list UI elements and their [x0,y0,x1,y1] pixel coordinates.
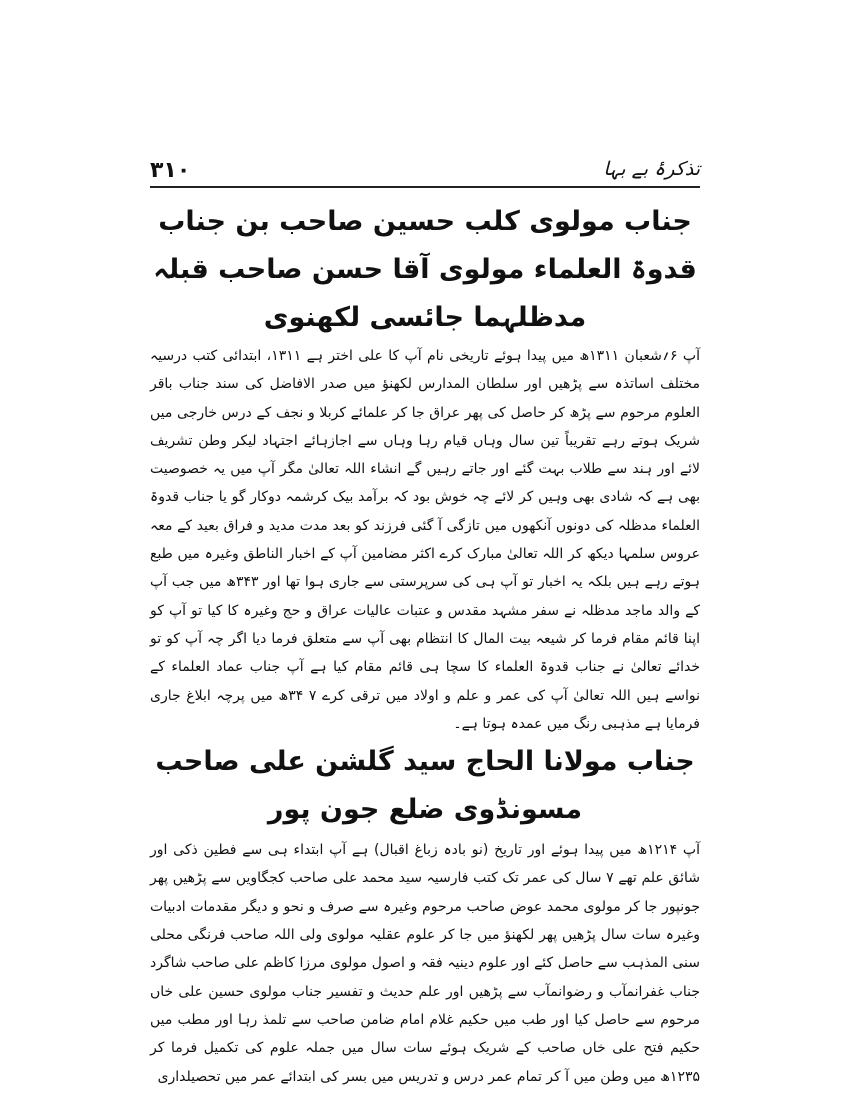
section-heading: جناب مولانا الحاج سید گلشن علی صاحب مسونڈوی ضلع جون پور [155,746,695,826]
page-number: ۳۱۰ [150,158,191,183]
page-header [150,150,700,190]
section-paragraph: آپ ۶؍شعبان ۱۳۱۱ھ میں پیدا ہوئے تاریخی نام آپ کا علی اختر ہے ۱۳۱۱، ابتدائی کتب درسیہ مختلف اساتذہ سے پڑھیں اور سلطان المدارس لکھنؤ میں صدر الافاضل کی سند جناب باقر العلوم مرحوم سے پڑھ کر حاصل کی پھر عراق جا کر علمائے کربلا و نجف کے درس خارجی میں شریک ہوتے رہے تقریباً تین سال وہاں قیام رہا وہاں سے اجازہائے اجتہاد لیکر وطن تشریف لائے اور ہند سے طلاب بہت گئے اور جاتے رہیں گے انشاء اللہ تعالیٰ مگر آپ میں یہ خصوصیت بھی ہے کہ شادی بھی وہیں کر لائے چہ خوش بود کہ برآمد بیک کرشمہ دوکار گو یا جناب قدوۃ العلماء مدظلہ کی دونوں آنکھوں میں تازگی آ گئی فرزند کو بعد مدت مدید و فراق بعید کے معہ عروس سلمہا دیکھ کر اللہ تعالیٰ مبارک کرے اکثر مضامین آپ کے اخبار الناطق وغیرہ میں طبع ہوتے رہے ہیں بلکہ یہ اخبار تو آپ ہی کی سرپرستی سے جاری ہوا تھا اور ۳۴۳ھ میں جب آپ کے والد ماجد مدظلہ نے سفر مشہد مقدس و عتبات عالیات عراق و حج وغیرہ کا کیا تو آپ کو اپنا قائم مقام فرما کر شیعہ بیت المال کا انتظام بھی آپ سے متعلق فرما دیا اگر چہ آپ کو تو خدائے تعالیٰ نے جناب قدوۃ العلماء کا سچا ہی قائم مقام کیا ہے آپ جناب عماد العلماء کے نواسے ہیں اللہ تعالیٰ آپ کی عمر و علم و اولاد میں ترقی کرے ۷ ۳۴ھ میں پرچہ ابلاغ جاری فرمایا ہے مذہبی رنگ میں عمدہ ہوتا ہے۔ [150,348,700,732]
header-rule [150,186,700,188]
section-heading: جناب مولوی کلب حسین صاحب بن جناب قدوۃ العلماء مولوی آقا حسن صاحب قبلہ مدظلہما جائسی لکھنوی [153,206,697,333]
section-paragraph: آپ ۱۲۱۴ھ میں پیدا ہوئے اور تاریخ (نو بادہ زباغ اقبال) ہے آپ ابتداء ہی سے فطین ذکی اور شائق علم تھے ۷ سال کی عمر تک کتب فارسیہ سید محمد علی صاحب کجگاویں سے پڑھیں پھر جونپور جا کر مولوی محمد عوض صاحب مرحوم وغیرہ سے صرف و نحو و دیگر مقدمات ادبیات وغیرہ سات سال پڑھیں پھر لکھنؤ میں جا کر علوم عقلیہ مولوی ولی اللہ صاحب فرنگی محلی سنی المذہب سے حاصل کئے اور علوم دینیہ فقہ و اصول مولوی مرزا کاظم علی صاحب شاگرد جناب غفرانمآب و رضوانمآب سے پڑھیں اور علم حدیث و تفسیر جناب مولوی حسین علی خاں مرحوم سے حاصل کیا اور طب میں حکیم غلام امام ضامن صاحب سے تلمذ رہا اور مطب میں حکیم فتح علی خاں صاحب کے شریک ہوئے سات سال میں جملہ علوم کی تکمیل فرما کر ۱۲۳۵ھ میں وطن میں آ کر تمام عمر درس و تدریس میں بسر کی ابتدائے عمر میں تحصیلداری [150,842,700,1085]
page-body [150,196,700,1091]
running-title: تذکرۂ بے بہا [603,158,700,180]
